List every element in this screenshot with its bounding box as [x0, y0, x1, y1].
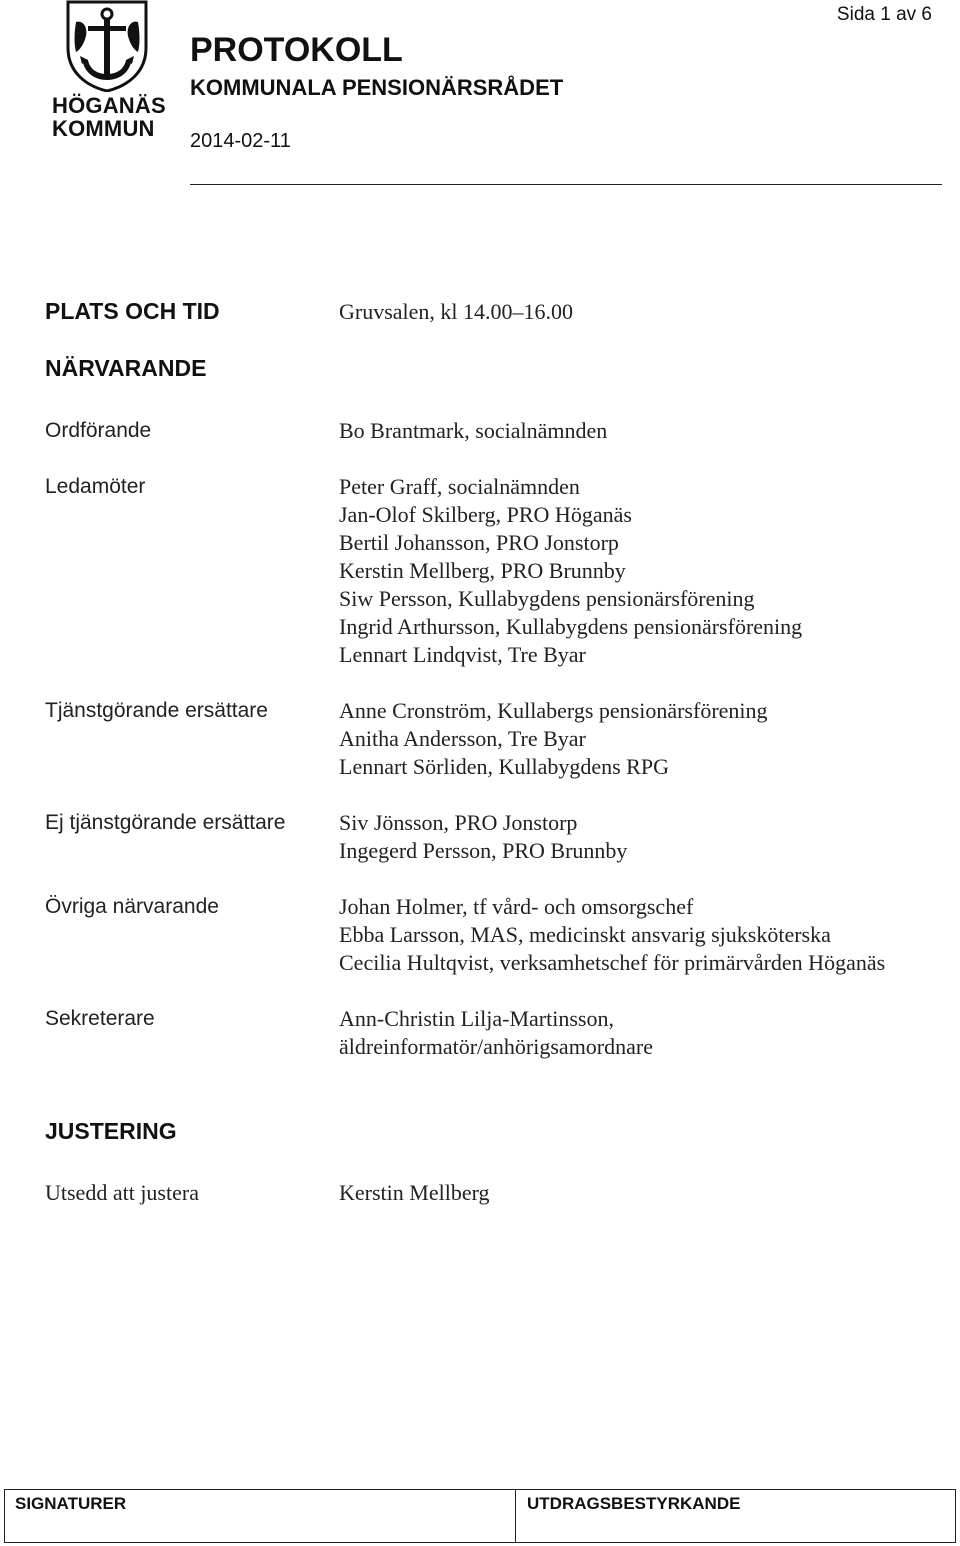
- signature-box: [4, 1489, 956, 1543]
- signature-divider: [515, 1490, 516, 1542]
- list-item: Lennart Sörliden, Kullabygdens RPG: [339, 754, 669, 779]
- list-item: Cecilia Hultqvist, verksamhetschef för primärvården Höganäs: [339, 950, 886, 975]
- chair-label: Ordförande: [45, 419, 152, 442]
- logo-wordmark: [52, 93, 166, 141]
- adjustment-label: Utsedd att justera: [45, 1180, 199, 1205]
- certification-label: UTDRAGSBESTYRKANDE: [527, 1494, 741, 1513]
- anchor-crest-icon: [52, 0, 162, 92]
- document-title: PROTOKOLL: [190, 31, 403, 69]
- secretary-list: [339, 1005, 949, 1061]
- meeting-date: 2014-02-11: [190, 130, 291, 152]
- non-serving-substitutes-label: Ej tjänstgörande ersättare: [45, 811, 286, 834]
- logo-line-1: HÖGANÄS: [52, 93, 166, 118]
- signatures-label: SIGNATURER: [15, 1494, 127, 1513]
- committee-name: KOMMUNALA PENSIONÄRSRÅDET: [190, 75, 564, 100]
- list-item: Bo Brantmark, socialnämnden: [339, 418, 608, 443]
- serving-substitutes-list: [339, 697, 949, 781]
- header-divider: [190, 184, 942, 185]
- list-item: Ann-Christin Lilja-Martinsson,: [339, 1006, 614, 1031]
- secretary-label: Sekreterare: [45, 1007, 155, 1030]
- others-present-list: [339, 893, 949, 977]
- place-time-value: Gruvsalen, kl 14.00–16.00: [339, 299, 574, 324]
- list-item: äldreinformatör/anhörigsamordnare: [339, 1034, 653, 1059]
- list-item: Kerstin Mellberg, PRO Brunnby: [339, 558, 626, 583]
- list-item: Bertil Johansson, PRO Jonstorp: [339, 530, 619, 555]
- list-item: Siw Persson, Kullabygdens pensionärsförening: [339, 586, 755, 611]
- serving-substitutes-label: Tjänstgörande ersättare: [45, 699, 268, 722]
- attendance-heading: NÄRVARANDE: [45, 355, 207, 381]
- list-item: Anne Cronström, Kullabergs pensionärsförening: [339, 698, 768, 723]
- adjustment-value: Kerstin Mellberg: [339, 1180, 490, 1205]
- list-item: Ingegerd Persson, PRO Brunnby: [339, 838, 628, 863]
- list-item: Ingrid Arthursson, Kullabygdens pensionärsförening: [339, 614, 803, 639]
- list-item: Lennart Lindqvist, Tre Byar: [339, 642, 586, 667]
- members-list: [339, 473, 949, 669]
- members-label: Ledamöter: [45, 475, 146, 498]
- adjustment-heading: JUSTERING: [45, 1118, 177, 1144]
- municipality-logo: [52, 0, 166, 150]
- list-item: Ebba Larsson, MAS, medicinskt ansvarig sjuksköterska: [339, 922, 831, 947]
- others-present-label: Övriga närvarande: [45, 895, 219, 918]
- chair-list: [339, 417, 949, 445]
- list-item: Anitha Andersson, Tre Byar: [339, 726, 586, 751]
- list-item: Johan Holmer, tf vård- och omsorgschef: [339, 894, 694, 919]
- non-serving-substitutes-list: [339, 809, 949, 865]
- list-item: Jan-Olof Skilberg, PRO Höganäs: [339, 502, 632, 527]
- place-time-heading: PLATS OCH TID: [45, 298, 220, 324]
- list-item: Siv Jönsson, PRO Jonstorp: [339, 810, 578, 835]
- page-number: Sida 1 av 6: [836, 4, 932, 25]
- list-item: Peter Graff, socialnämnden: [339, 474, 580, 499]
- logo-line-2: KOMMUN: [52, 116, 155, 141]
